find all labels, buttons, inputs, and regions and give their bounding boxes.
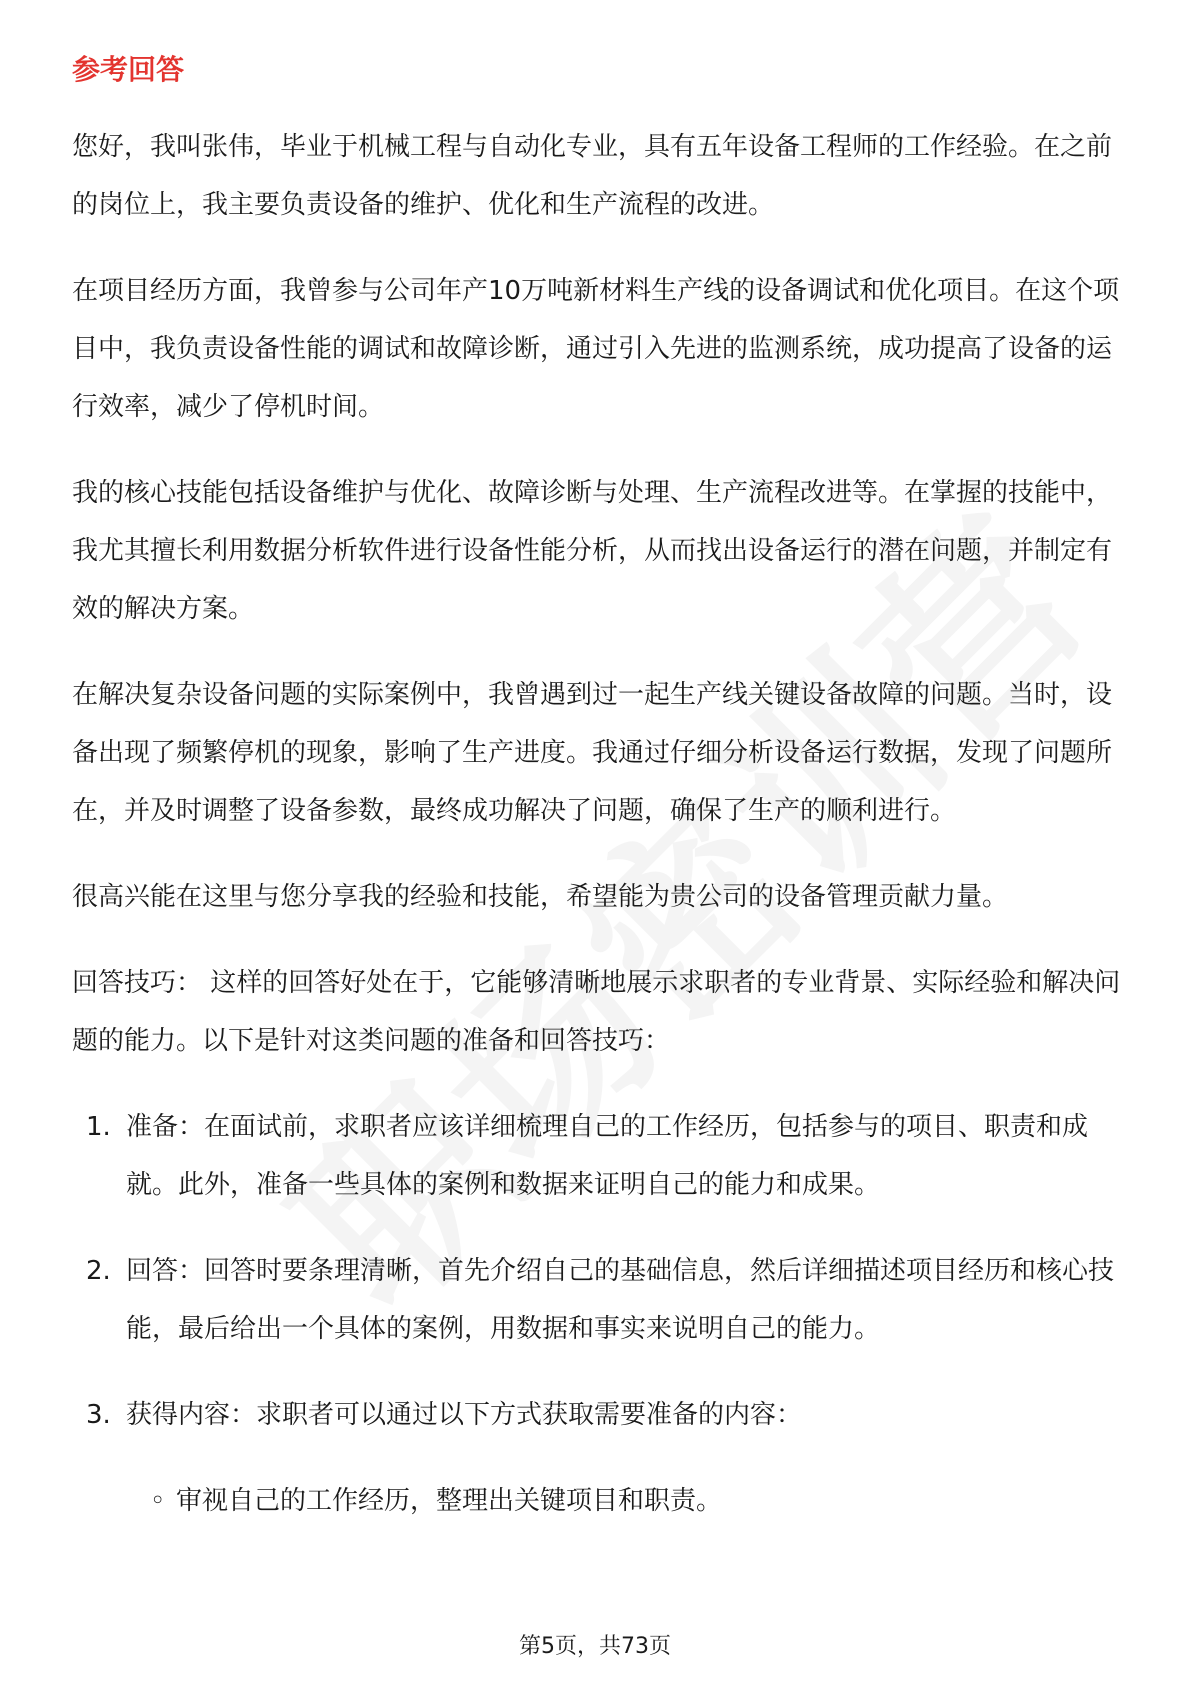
sub-list xyxy=(126,1472,1128,1530)
list-number: 3. xyxy=(86,1400,111,1430)
list-text: 准备：在面试前，求职者应该详细梳理自己的工作经历，包括参与的项目、职责和成就。此外，准备一些具体的案例和数据来证明自己的能力和成果。 xyxy=(126,1112,1089,1200)
paragraph-closing: 很高兴能在这里与您分享我的经验和技能，希望能为贵公司的设备管理贡献力量。 xyxy=(72,882,1009,912)
paragraph-case: 在解决复杂设备问题的实际案例中，我曾遇到过一起生产线关键设备故障的问题。当时，设备出现了频繁停机的现象，影响了生产进度。我通过仔细分析设备运行数据，发现了问题所在，并及时调整了设备参数，最终成功解决了问题，确保了生产的顺利进行。 xyxy=(72,680,1113,826)
bullet-icon: ◦ xyxy=(150,1486,166,1516)
sub-list-text: 审视自己的工作经历，整理出关键项目和职责。 xyxy=(176,1486,723,1516)
section-title: 参考回答 xyxy=(72,53,185,86)
list-text: 获得内容：求职者可以通过以下方式获取需要准备的内容： xyxy=(126,1400,803,1430)
paragraph-intro: 您好，我叫张伟，毕业于机械工程与自动化专业，具有五年设备工程师的工作经验。在之前的岗位上，我主要负责设备的维护、优化和生产流程的改进。 xyxy=(72,132,1113,220)
paragraph-project: 在项目经历方面，我曾参与公司年产10万吨新材料生产线的设备调试和优化项目。在这个项目中，我负责设备性能的调试和故障诊断，通过引入先进的监测系统，成功提高了设备的运行效率，减少了停机时间。 xyxy=(72,276,1120,422)
list-item xyxy=(72,1098,1128,1214)
tips-list xyxy=(72,1098,1128,1530)
list-item xyxy=(72,1242,1128,1358)
list-number: 1. xyxy=(86,1112,111,1142)
list-item xyxy=(72,1386,1128,1530)
paragraph-skills: 我的核心技能包括设备维护与优化、故障诊断与处理、生产流程改进等。在掌握的技能中，我尤其擅长利用数据分析软件进行设备性能分析，从而找出设备运行的潜在问题，并制定有效的解决方案。 xyxy=(72,478,1113,624)
list-text: 回答：回答时要条理清晰，首先介绍自己的基础信息，然后详细描述项目经历和核心技能，最后给出一个具体的案例，用数据和事实来说明自己的能力。 xyxy=(126,1256,1115,1344)
paragraph-tips: 回答技巧： 这样的回答好处在于，它能够清晰地展示求职者的专业背景、实际经验和解决问题的能力。以下是针对这类问题的准备和回答技巧： xyxy=(72,968,1121,1056)
document-body xyxy=(72,118,1128,1558)
sub-list-item xyxy=(126,1472,1128,1530)
page-footer: 第5页，共73页 xyxy=(519,1634,671,1659)
list-number: 2. xyxy=(86,1256,111,1286)
